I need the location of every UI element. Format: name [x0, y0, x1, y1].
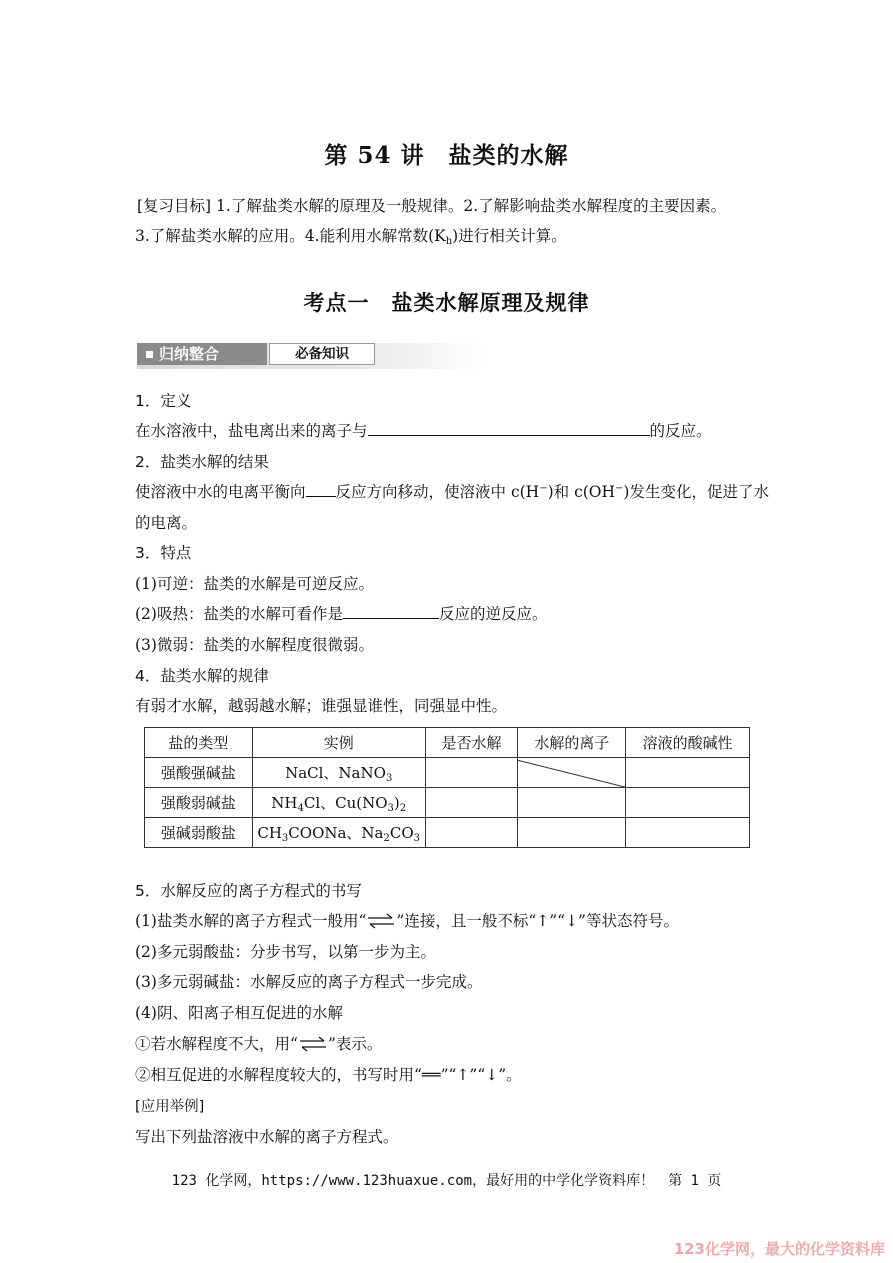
- s5-case1: [135, 1034, 382, 1054]
- blank-cell-diagonal: [518, 758, 626, 788]
- diagonal-line-icon: [518, 758, 625, 787]
- blank-cell: [425, 758, 518, 788]
- blank-cell: [425, 818, 518, 848]
- s5-item4: (4)阴、阳离子相互促进的水解: [135, 1004, 343, 1022]
- s5-case2: ②相互促进的水解程度较大的，书写时用“══”“↑”“↓”。: [135, 1066, 522, 1084]
- s5-case1-b: ”表示。: [327, 1035, 383, 1053]
- s1-text-a: 在水溶液中，盐电离出来的离子与: [135, 422, 368, 440]
- review-goals-text1: 1.了解盐类水解的原理及一般规律。2.了解影响盐类水解程度的主要因素。: [216, 197, 727, 215]
- page-footer: 123 化学网，https://www.123huaxue.com，最好用的中学化学资料库！ 第 1 页: [171, 1173, 722, 1189]
- banner-tag: 必备知识: [269, 343, 375, 365]
- banner-main-label: 归纳整合: [159, 345, 220, 363]
- s5-item3: (3)多元弱碱盐：水解反应的离子方程式一步完成。: [135, 973, 483, 991]
- s5-item1-a: (1)盐类水解的离子方程式一般用“: [135, 912, 367, 930]
- table-header: 盐的类型: [145, 728, 253, 758]
- example-text: 写出下列盐溶液中水解的离子方程式。: [135, 1128, 399, 1146]
- table-row: [145, 818, 750, 848]
- salt-type: 强酸强碱盐: [145, 758, 253, 788]
- page-title: 第 54 讲 盐类的水解: [324, 142, 569, 169]
- review-goals-text2-end: )进行相关计算。: [452, 227, 567, 245]
- s3-item2-b: 反应的逆反应。: [438, 605, 548, 623]
- s2-text-a: 使溶液中水的电离平衡向: [135, 483, 306, 501]
- s2-sup-1: −: [539, 482, 548, 494]
- review-goals-line2: [135, 226, 567, 246]
- table-row: [145, 758, 750, 788]
- fill-blank: [368, 421, 650, 436]
- table-header: 是否水解: [425, 728, 518, 758]
- table-header-row: [145, 728, 750, 758]
- s4-rule: 有弱才水解，越弱越水解；谁强显谁性，同强显中性。: [135, 697, 508, 715]
- example-label: [应用举例]: [135, 1099, 205, 1115]
- square-bullet-icon: [146, 351, 153, 358]
- s3-item2-a: (2)吸热：盐类的水解可看作是: [135, 605, 343, 623]
- s3-heading: 3．特点: [135, 544, 192, 562]
- fill-blank: [306, 482, 336, 497]
- s5-item1-b: ”连接，且一般不标“↑”“↓”等状态符号。: [396, 912, 679, 930]
- s1-heading: 1．定义: [135, 392, 192, 410]
- blank-cell: [425, 788, 518, 818]
- s2-heading: 2．盐类水解的结果: [135, 453, 269, 471]
- s5-item2: (2)多元弱酸盐：分步书写，以第一步为主。: [135, 943, 436, 961]
- s1-text: [135, 421, 712, 441]
- blank-cell: [626, 788, 750, 818]
- reversible-arrow-icon: [366, 913, 396, 929]
- review-goals-sub: h: [445, 236, 453, 247]
- s5-case1-a: ①若水解程度不大，用“: [135, 1035, 298, 1053]
- s5-item1: [135, 911, 679, 931]
- s2-line2: 的电离。: [135, 514, 198, 532]
- review-goals-text2: 3.了解盐类水解的应用。4.能利用水解常数(K: [135, 227, 446, 245]
- reversible-arrow-icon: [298, 1036, 328, 1052]
- section-title: 考点一 盐类水解原理及规律: [303, 290, 590, 315]
- s1-text-b: 的反应。: [649, 422, 712, 440]
- blank-cell: [518, 818, 626, 848]
- review-goals-label: [复习目标]: [137, 197, 212, 215]
- blank-cell: [626, 758, 750, 788]
- fill-blank: [343, 604, 439, 619]
- s3-item1: (1)可逆：盐类的水解是可逆反应。: [135, 575, 374, 593]
- blank-cell: [626, 818, 750, 848]
- s2-sup-2: −: [615, 482, 624, 494]
- table-header: 溶液的酸碱性: [626, 728, 750, 758]
- table-header: 水解的离子: [518, 728, 626, 758]
- review-goals-line1: [137, 196, 726, 216]
- s4-heading: 4．盐类水解的规律: [135, 667, 269, 685]
- s2-text-c: )和 c(OH: [547, 483, 616, 501]
- salt-example: $CH_3COONa$、$Na_2CO_3$: [252, 818, 425, 848]
- table-row: [145, 788, 750, 818]
- table-header: 实例: [252, 728, 425, 758]
- salt-example: $NH_4Cl$、$Cu(NO_3)_2$: [252, 788, 425, 818]
- salt-example: NaCl、NaNO$_3$: [252, 758, 425, 788]
- salt-type: 强酸弱碱盐: [145, 788, 253, 818]
- s3-item3: (3)微弱：盐类的水解程度很微弱。: [135, 636, 374, 654]
- salt-type: 强碱弱酸盐: [145, 818, 253, 848]
- watermark: 123化学网，最大的化学资料库: [673, 1240, 885, 1258]
- salt-hydrolysis-table: [144, 727, 750, 848]
- s2-text-d: )发生变化，促进了水: [623, 483, 769, 501]
- blank-cell: [518, 788, 626, 818]
- s5-heading: 5．水解反应的离子方程式的书写: [135, 882, 362, 900]
- banner-main: [137, 343, 267, 365]
- s2-text-b: 反应方向移动，使溶液中 c(H: [335, 483, 540, 501]
- section-banner: [137, 343, 487, 369]
- s2-text: [135, 482, 769, 502]
- s3-item2: [135, 604, 547, 624]
